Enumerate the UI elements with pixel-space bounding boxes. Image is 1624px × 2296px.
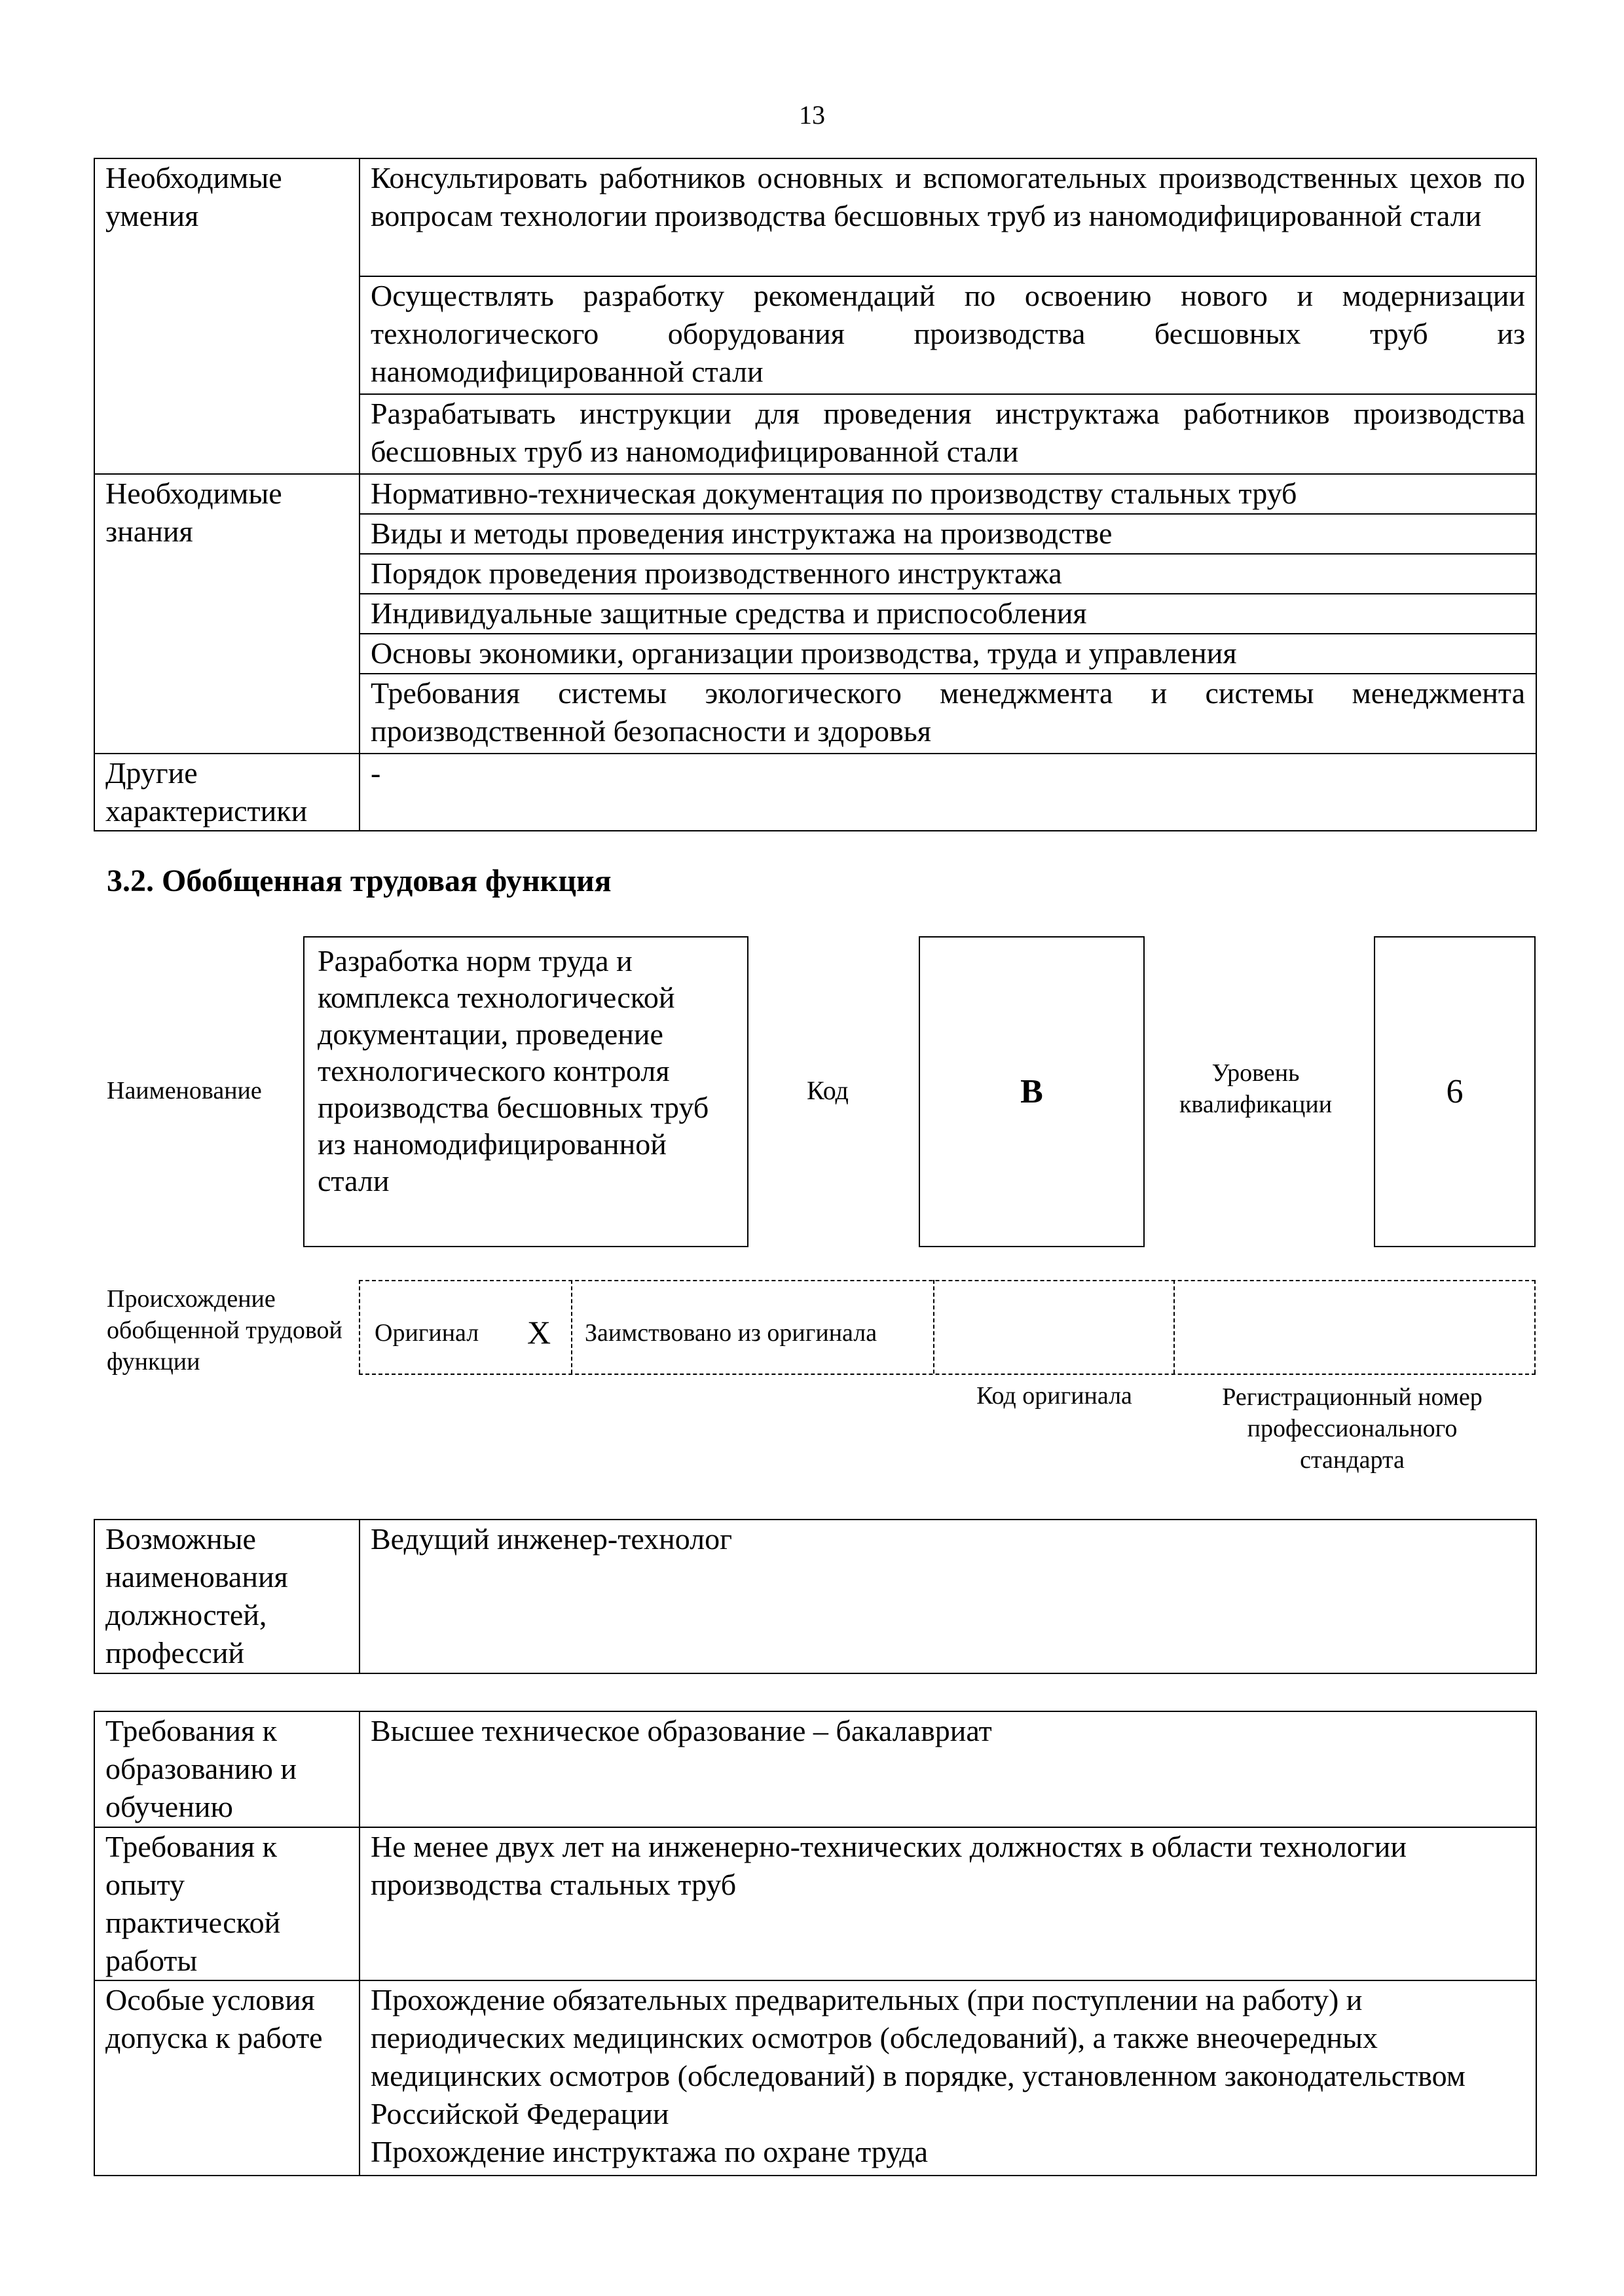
- admission-label: Особые условия допуска к работе: [94, 1980, 360, 2176]
- knowledge-item: Основы экономики, организации производства, труда и управления: [360, 634, 1536, 674]
- origin-divider: [571, 1280, 572, 1374]
- original-label: Оригинал: [375, 1319, 479, 1347]
- experience-value: Не менее двух лет на инженерно-технических должностях в области технологии производства стальных труб: [360, 1827, 1536, 1980]
- level-label: Уровень квалификации: [1179, 1059, 1333, 1118]
- origin-label: Происхождение обобщенной трудовой функции: [107, 1285, 342, 1376]
- knowledge-item: Нормативно-техническая документация по производству стальных труб: [360, 474, 1536, 514]
- admission-line: Прохождение обязательных предварительных (при поступлении на работу) и периодических медицинских осмотров (обследований), а также внеочередных медицинских осмотров (обследований) в порядке, установленном законодательством Российской Федерации: [371, 1983, 1466, 2130]
- education-value: Высшее техническое образование – бакалавриат: [360, 1711, 1536, 1827]
- skills-knowledge-table: [94, 158, 1537, 831]
- origin-divider: [1534, 1280, 1536, 1374]
- reg-number-caption: Регистрационный номер профессионального стандарта: [1222, 1383, 1483, 1474]
- knowledge-label: Необходимые знания: [94, 474, 360, 754]
- skill-item: Осуществлять разработку рекомендаций по освоению нового и модернизации технологического оборудования производства бесшовных труб из наномодифицированной стали: [360, 276, 1536, 394]
- function-name-box: Разработка норм труда и комплекса технологической документации, проведение технологического контроля производства бесшовных труб из наномодифицированной стали: [303, 936, 748, 1247]
- original-mark: X: [527, 1314, 551, 1351]
- origin-bottom-dash: [359, 1374, 1536, 1375]
- skills-label: Необходимые умения: [94, 158, 360, 474]
- positions-value: Ведущий инженер-технолог: [360, 1520, 1536, 1673]
- knowledge-item: Индивидуальные защитные средства и приспособления: [360, 594, 1536, 634]
- experience-label: Требования к опыту практической работы: [94, 1827, 360, 1980]
- page-number: 13: [799, 100, 825, 130]
- code-value-box: B: [919, 936, 1145, 1247]
- education-label: Требования к образованию и обучению: [94, 1711, 360, 1827]
- other-value: -: [360, 754, 1536, 831]
- positions-label: Возможные наименования должностей, профессий: [94, 1520, 360, 1673]
- code-label: Код: [807, 1076, 849, 1105]
- skill-item: Разрабатывать инструкции для проведения инструктажа работников производства бесшовных труб из наномодифицированной стали: [360, 394, 1536, 474]
- section-title: 3.2. Обобщенная трудовая функция: [107, 864, 612, 898]
- knowledge-item: Требования системы экологического менеджмента и системы менеджмента производственной безопасности и здоровья: [360, 674, 1536, 754]
- admission-value: [360, 1980, 1536, 2176]
- admission-line: Прохождение инструктажа по охране труда: [371, 2135, 929, 2168]
- knowledge-item: Виды и методы проведения инструктажа на производстве: [360, 514, 1536, 554]
- requirements-table: [94, 1711, 1537, 2176]
- origin-divider: [359, 1280, 360, 1374]
- positions-table: [94, 1519, 1537, 1674]
- name-label: Наименование: [107, 1077, 262, 1104]
- origin-top-dash: [359, 1280, 1536, 1281]
- borrowed-label: Заимствовано из оригинала: [585, 1319, 877, 1347]
- origin-divider: [933, 1280, 934, 1374]
- knowledge-item: Порядок проведения производственного инструктажа: [360, 554, 1536, 594]
- origin-divider: [1173, 1280, 1175, 1374]
- skill-item: Консультировать работников основных и вспомогательных производственных цехов по вопросам технологии производства бесшовных труб из наномодифицированной стали: [360, 158, 1536, 276]
- other-label: Другие характеристики: [94, 754, 360, 831]
- code-original-caption: Код оригинала: [976, 1382, 1132, 1410]
- level-value-box: 6: [1374, 936, 1536, 1247]
